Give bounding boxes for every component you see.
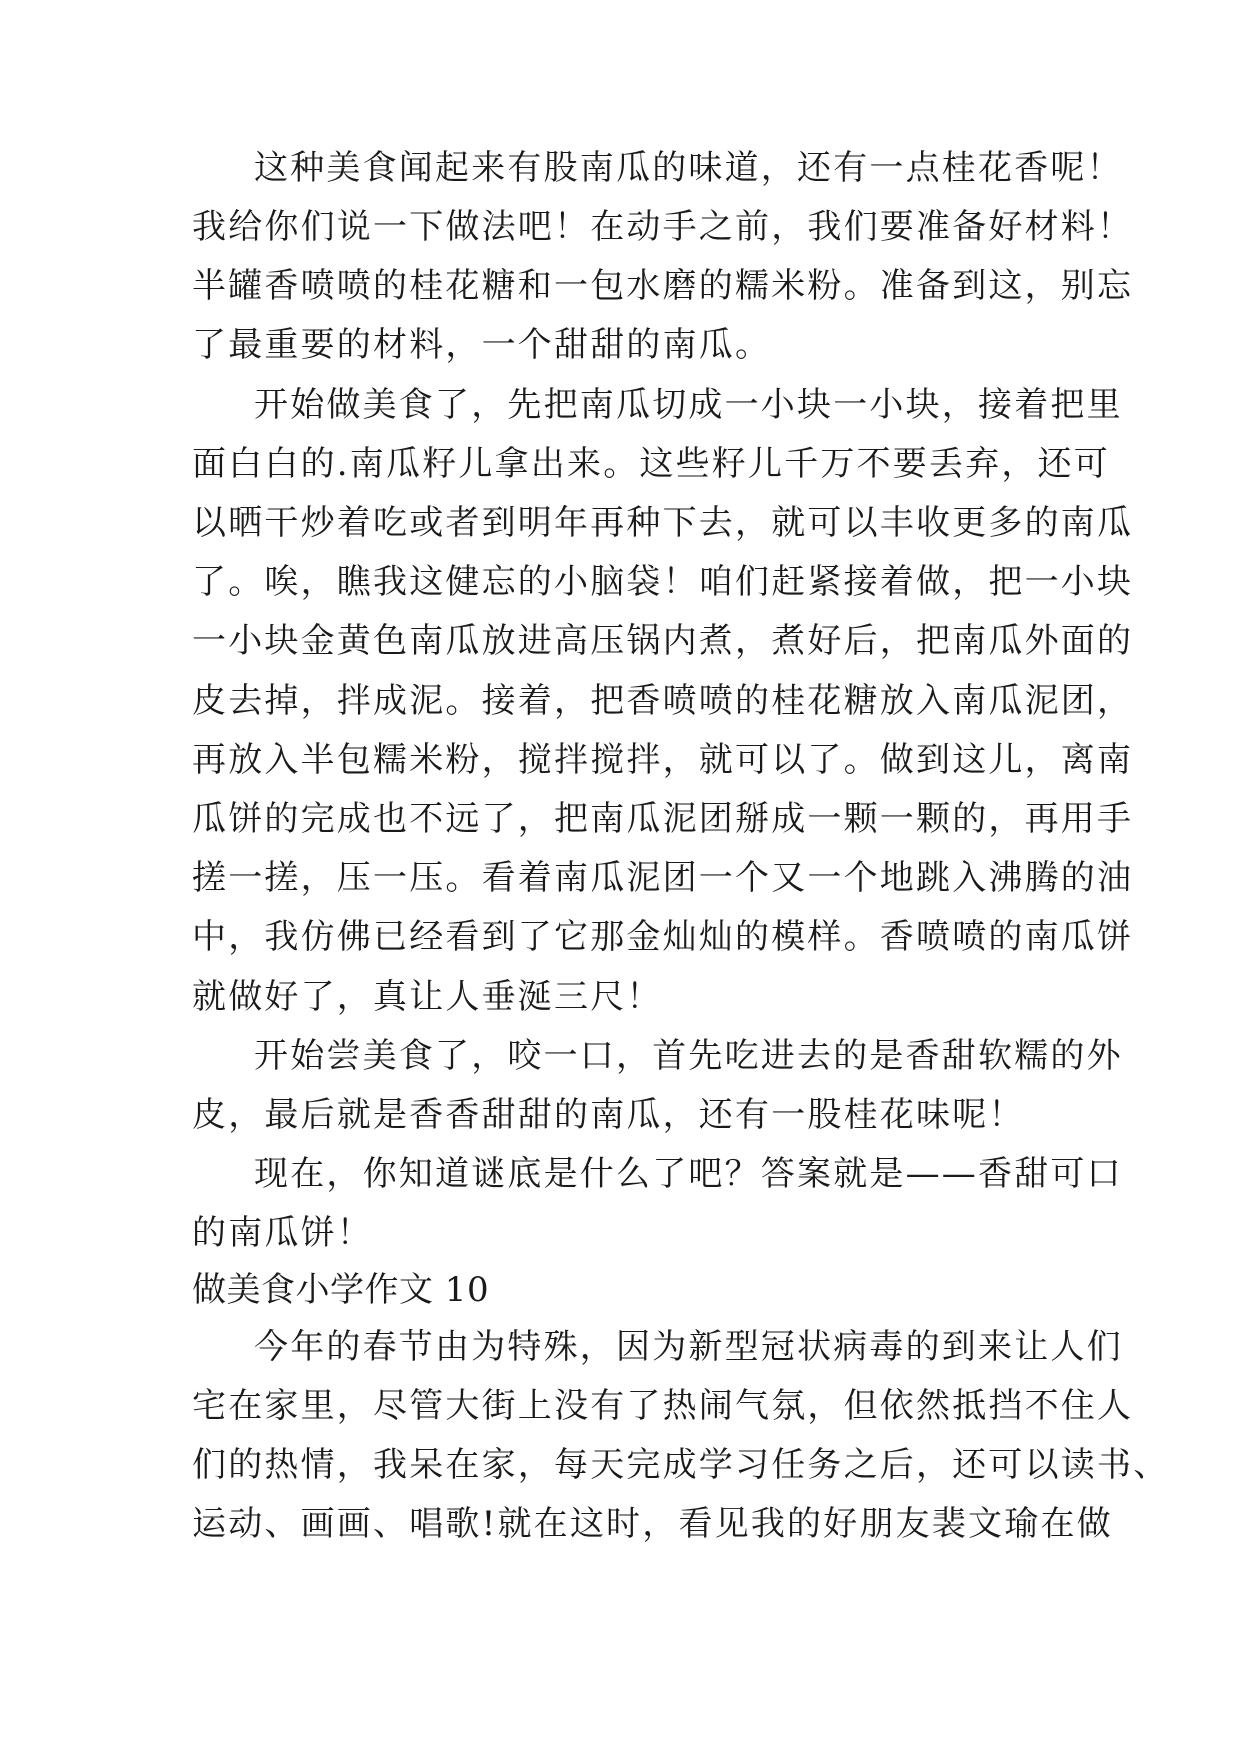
text-line: 我给你们说一下做法吧！在动手之前，我们要准备好材料！: [192, 207, 1134, 247]
text-line: 瓜饼的完成也不远了，把南瓜泥团掰成一颗一颗的，再用手: [192, 799, 1134, 839]
text-line: 现在，你知道谜底是什么了吧？答案就是——香甜可口: [254, 1154, 1123, 1194]
text-line: 的南瓜饼！: [192, 1213, 373, 1253]
text-line: 面白白的.南瓜籽儿拿出来。这些籽儿千万不要丢弃，还可: [192, 444, 1111, 484]
text-line: 再放入半包糯米粉，搅拌搅拌，就可以了。做到这儿，离南: [192, 740, 1134, 780]
text-line: 宅在家里，尽管大街上没有了热闹气氛，但依然抵挡不住人: [192, 1386, 1134, 1426]
text-line: 就做好了，真让人垂涎三尺！: [192, 977, 663, 1017]
text-line: 运动、画画、唱歌!就在这时，看见我的好朋友裴文瑜在做: [192, 1504, 1113, 1544]
text-line: 开始尝美食了，咬一口，首先吃进去的是香甜软糯的外: [254, 1036, 1123, 1076]
section-heading: 做美食小学作文 10: [192, 1270, 490, 1310]
text-line: 皮去掉，拌成泥。接着，把香喷喷的桂花糖放入南瓜泥团，: [192, 681, 1134, 721]
text-line: 一小块金黄色南瓜放进高压锅内煮，煮好后，把南瓜外面的: [192, 621, 1134, 661]
text-line: 中，我仿佛已经看到了它那金灿灿的模样。香喷喷的南瓜饼: [192, 917, 1134, 957]
text-line: 了最重要的材料，一个甜甜的南瓜。: [192, 325, 772, 365]
text-line: 了。唉，瞧我这健忘的小脑袋！咱们赶紧接着做，把一小块: [192, 562, 1134, 602]
text-line: 这种美食闻起来有股南瓜的味道，还有一点桂花香呢！: [254, 148, 1123, 188]
text-line: 今年的春节由为特殊，因为新型冠状病毒的到来让人们: [254, 1327, 1123, 1367]
text-line: 半罐香喷喷的桂花糖和一包水磨的糯米粉。准备到这，别忘: [192, 266, 1134, 306]
text-line: 搓一搓，压一压。看着南瓜泥团一个又一个地跳入沸腾的油: [192, 858, 1134, 898]
text-line: 们的热情，我呆在家，每天完成学习任务之后，还可以读书、: [192, 1445, 1170, 1485]
text-line: 皮，最后就是香香甜甜的南瓜，还有一股桂花味呢！: [192, 1095, 1025, 1135]
text-line: 以晒干炒着吃或者到明年再种下去，就可以丰收更多的南瓜: [192, 503, 1134, 543]
text-line: 开始做美食了，先把南瓜切成一小块一小块，接着把里: [254, 385, 1123, 425]
